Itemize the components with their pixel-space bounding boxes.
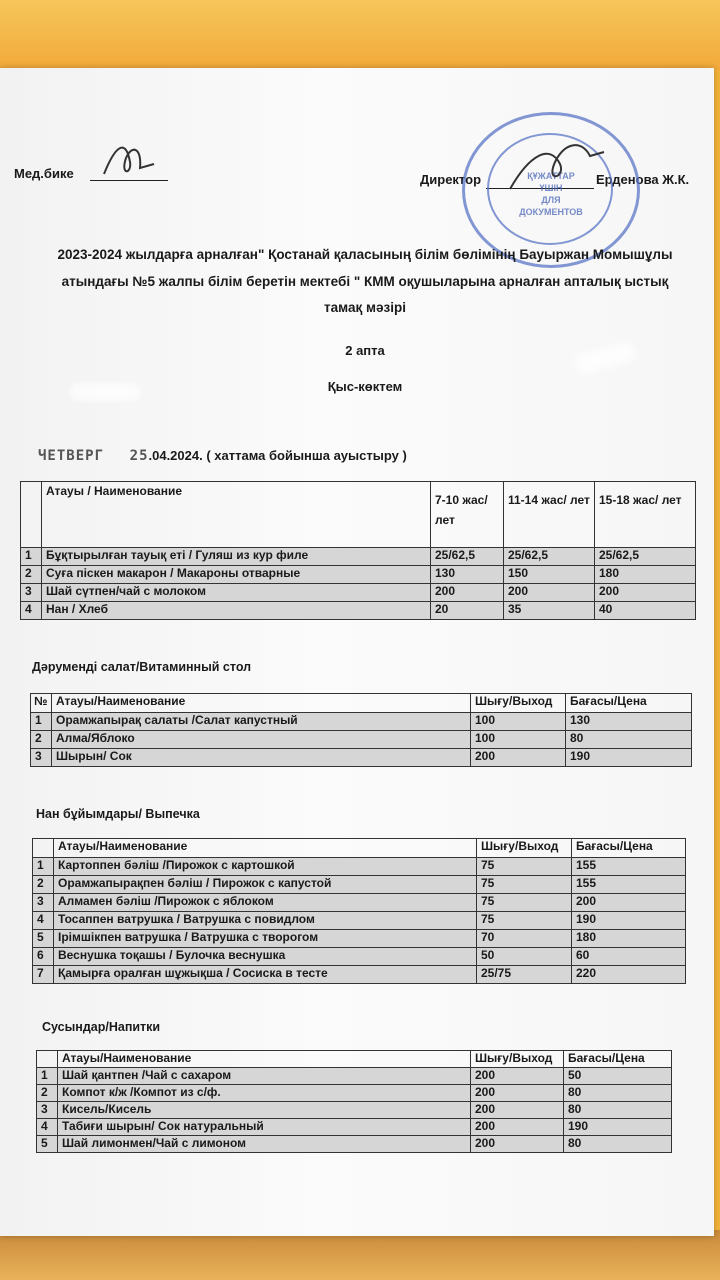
- weekday-handwritten: ЧЕТВЕРГ: [38, 448, 105, 464]
- table-row: 1 Шай қантпен /Чай с сахаром 200 50: [37, 1068, 672, 1085]
- day-handwritten: 25: [129, 448, 149, 464]
- bakery-table: [32, 838, 686, 984]
- frame-bottom: [0, 1230, 720, 1280]
- menu-paper: [0, 68, 714, 1236]
- col-age-7-10: 7-10 жас/ лет: [431, 482, 504, 548]
- stamp-text: ҮШІН: [539, 183, 563, 193]
- table-row: 2 Алма/Яблоко 100 80: [31, 731, 692, 749]
- frame-top: [0, 0, 720, 70]
- title-line-2: атындағы №5 жалпы білім беретін мектебі " КММ оқушыларына арналған апталық ыстық: [61, 274, 669, 289]
- nurse-signature: [96, 134, 166, 184]
- director-name: Ерденова Ж.К.: [596, 172, 690, 187]
- col-output-header: Шығу/Выход: [471, 1051, 564, 1068]
- col-name-header: Атауы/Наименование: [54, 839, 477, 858]
- table-row: 5 Шай лимонмен/Чай с лимоном 200 80: [37, 1136, 672, 1153]
- table-row: 6 Веснушка тоқашы / Булочка веснушка 50 60: [33, 948, 686, 966]
- table-row: 2 Суға піскен макарон / Макароны отварные 130 150 180: [21, 566, 696, 584]
- stamp-text: ҚҰЖАТТАР: [527, 171, 575, 181]
- col-age-15-18: 15-18 жас/ лет: [595, 482, 696, 548]
- title-line-1: 2023-2024 жылдарға арналған" Қостанай қаласының білім бөлімінің Бауыржан Момышұлы: [57, 247, 673, 262]
- date-line: [38, 448, 407, 464]
- col-number: №: [31, 694, 52, 713]
- table-row: 3 Кисель/Кисель 200 80: [37, 1102, 672, 1119]
- col-price-header: Бағасы/Цена: [564, 1051, 672, 1068]
- table-row: 1 Картоппен бәліш /Пирожок с картошкой 75 155: [33, 858, 686, 876]
- vitamin-section-title: Дәруменді салат/Витаминный стол: [32, 660, 252, 674]
- vitamin-table: [30, 693, 692, 767]
- week-label: 2 апта: [345, 343, 385, 358]
- table-row: 7 Қамырға оралған шұжықша / Сосиска в тесте 25/75 220: [33, 966, 686, 984]
- table-row: 1 Орамжапырақ салаты /Салат капустный 100 130: [31, 713, 692, 731]
- director-label: Директор: [420, 172, 482, 187]
- col-name-header: Атауы/Наименование: [52, 694, 471, 713]
- col-name-header: Атауы / Наименование: [42, 482, 431, 548]
- col-price-header: Бағасы/Цена: [566, 694, 692, 713]
- table-row: 5 Ірімшікпен ватрушка / Ватрушка с творогом 70 180: [33, 930, 686, 948]
- table-row: 4 Табиғи шырын/ Сок натуральный 200 190: [37, 1119, 672, 1136]
- col-output-header: Шығу/Выход: [471, 694, 566, 713]
- table-row: 3 Шай сүтпен/чай с молоком 200 200 200: [21, 584, 696, 602]
- date-rest: .04.2024. ( хаттама бойынша ауыстыру ): [148, 448, 407, 463]
- drinks-section-title: Сусындар/Напитки: [42, 1020, 161, 1034]
- stamp-text: ДОКУМЕНТОВ: [519, 207, 583, 217]
- table-row: 3 Шырын/ Сок 200 190: [31, 749, 692, 767]
- table-row: 2 Орамжапырақпен бәліш / Пирожок с капустой 75 155: [33, 876, 686, 894]
- table-row: 4 Тосаппен ватрушка / Ватрушка с повидлом 75 190: [33, 912, 686, 930]
- col-output-header: Шығу/Выход: [477, 839, 572, 858]
- table-row: 3 Алмамен бәліш /Пирожок с яблоком 75 200: [33, 894, 686, 912]
- drinks-table: [36, 1050, 672, 1153]
- col-price-header: Бағасы/Цена: [572, 839, 686, 858]
- nurse-label: Мед.бике: [14, 166, 74, 181]
- col-age-11-14: 11-14 жас/ лет: [504, 482, 595, 548]
- table-row: 2 Компот к/ж /Компот из с/ф. 200 80: [37, 1085, 672, 1102]
- title-line-3: тамақ мәзірі: [324, 300, 406, 315]
- director-signature: [500, 134, 610, 204]
- col-name-header: Атауы/Наименование: [58, 1051, 471, 1068]
- bakery-section-title: Нан бұйымдары/ Выпечка: [36, 807, 200, 821]
- main-menu-table: [20, 481, 696, 620]
- table-row: 4 Нан / Хлеб 20 35 40: [21, 602, 696, 620]
- table-row: 1 Бұқтырылған тауық еті / Гуляш из кур филе 25/62,5 25/62,5 25/62,5: [21, 548, 696, 566]
- stamp-text: ДЛЯ: [541, 195, 561, 205]
- season-label: Қыс-көктем: [327, 379, 403, 394]
